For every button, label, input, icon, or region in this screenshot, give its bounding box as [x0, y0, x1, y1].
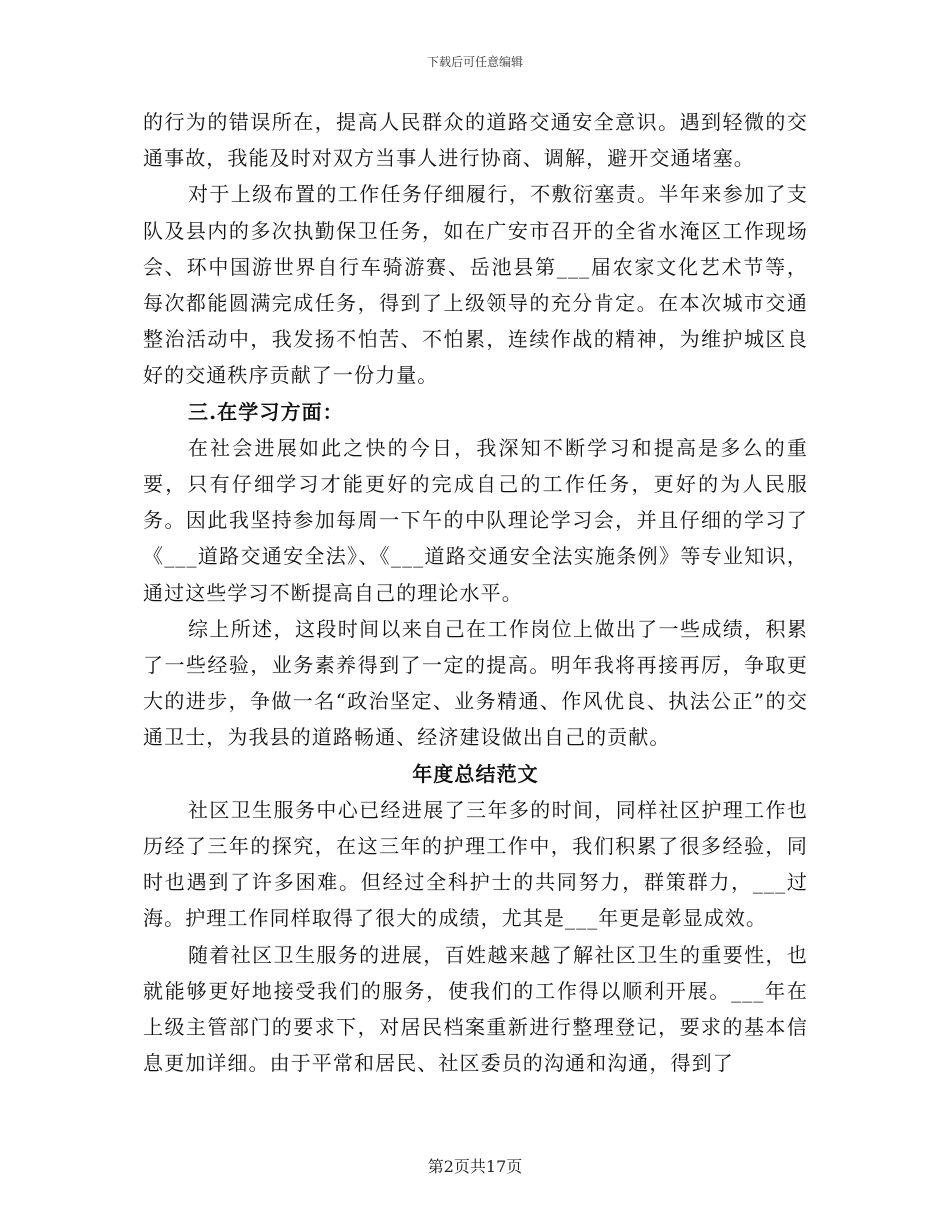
paragraph-community-intro: 社区卫生服务中心已经进展了三年多的时间，同样社区护理工作也历经了三年的探究，在这三年的护理工作中，我们积累了很多经验，同时也遇到了许多困难。但经过全科护士的共同努力，群策群力，___过海。护理工作同样取得了很大的成绩，尤其是___年更是彰显成效。: [143, 797, 808, 931]
paragraph-summary: 综上所述，这段时间以来自己在工作岗位上做出了一些成绩，积累了一些经验，业务素养得到了一定的提高。明年我将再接再厉，争取更大的进步，争做一名“政治坚定、业务精通、作风优良、执法公正”的交通卫士，为我县的道路畅通、经济建设做出自己的贡献。: [143, 616, 808, 750]
paragraph-study: 在社会进展如此之快的今日，我深知不断学习和提高是多么的重要，只有仔细学习才能更好的完成自己的工作任务，更好的为人民服务。因此我坚持参加每周一下午的中队理论学习会，并且仔细的学习了《___道路交通安全法》、《___道路交通安全法实施条例》等专业知识，通过这些学习不断提高自己的理论水平。: [143, 435, 808, 605]
paragraph-community-progress: 随着社区卫生服务的进展，百姓越来越了解社区卫生的重要性，也就能够更好地接受我们的服务，使我们的工作得以顺利开展。___年在上级主管部门的要求下，对居民档案重新进行整理登记，要求的基本信息更加详细。由于平常和居民、社区委员的沟通和沟通，得到了: [143, 942, 808, 1076]
page-number: 第2页共17页: [427, 1157, 523, 1176]
section-heading-study: 三.在学习方面：: [188, 399, 344, 424]
page-header-note: 下载后可任意编辑: [426, 55, 523, 69]
document-title: 年度总结范文: [412, 761, 539, 786]
document-body: [143, 104, 808, 1081]
paragraph-work-tasks: 对于上级布置的工作任务仔细履行，不敷衍塞责。半年来参加了支队及县内的多次执勤保卫任务，如在广安市召开的全省水淹区工作现场会、环中国游世界自行车骑游赛、岳池县第___届农家文化艺术节等，每次都能圆满完成任务，得到了上级领导的充分肯定。在本次城市交通整治活动中，我发扬不怕苦、不怕累，连续作战的精神，为维护城区良好的交通秩序贡献了一份力量。: [143, 182, 808, 388]
paragraph-continuation: 的行为的错误所在，提高人民群众的道路交通安全意识。遇到轻微的交通事故，我能及时对双方当事人进行协商、调解，避开交通堵塞。: [143, 110, 808, 171]
